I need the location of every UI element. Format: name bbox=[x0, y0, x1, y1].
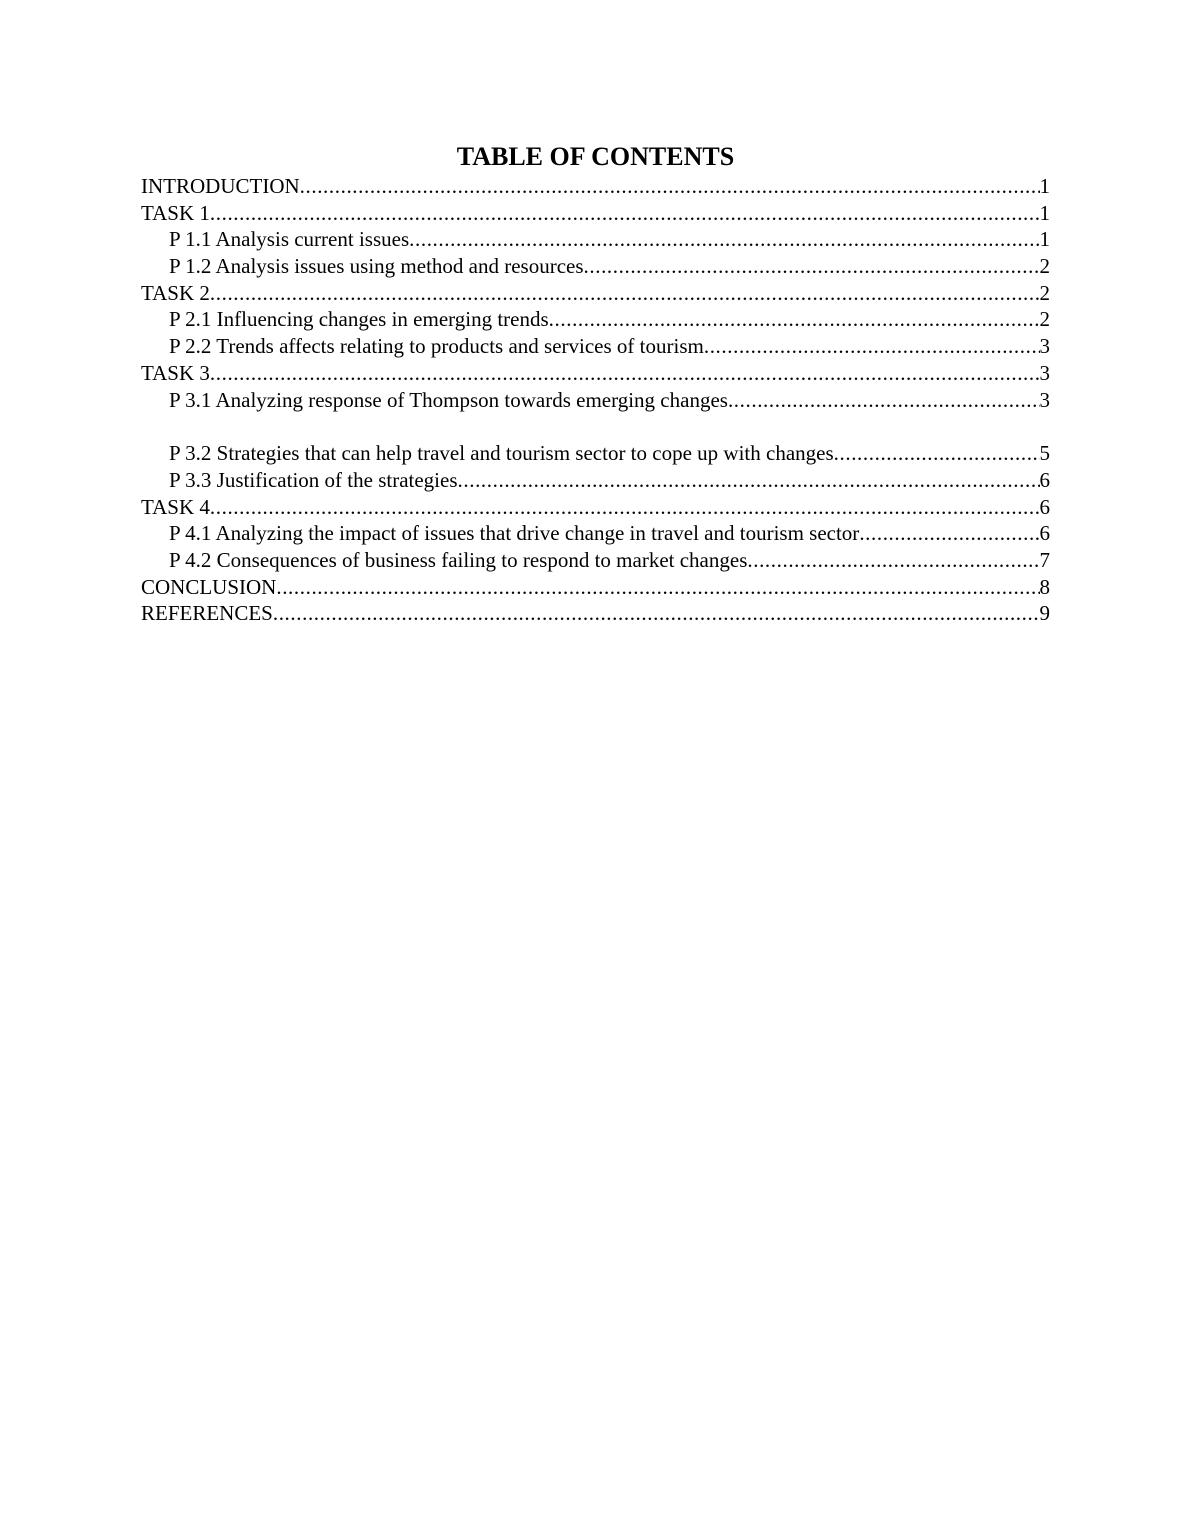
toc-entry-label: P 4.2 Consequences of business failing to respond to market changes bbox=[169, 547, 748, 572]
dot-leader bbox=[549, 306, 1040, 333]
toc-entry-page: 3 bbox=[1039, 387, 1050, 412]
toc-entry-label: P 3.1 Analyzing response of Thompson towards emerging changes bbox=[169, 387, 728, 412]
dot-leader bbox=[210, 360, 1040, 387]
toc-entry-page: 2 bbox=[1039, 254, 1050, 279]
dot-leader bbox=[210, 200, 1040, 227]
toc-entry-page: 2 bbox=[1039, 307, 1050, 332]
toc-entry-p-2-2[interactable] bbox=[141, 333, 1050, 360]
dot-leader bbox=[859, 520, 1039, 547]
toc-entry-p-3-1[interactable] bbox=[141, 387, 1050, 414]
toc-entry-task-4[interactable] bbox=[141, 494, 1050, 521]
toc-entry-label: P 3.3 Justification of the strategies bbox=[169, 467, 458, 492]
toc-entry-page: 1 bbox=[1039, 174, 1050, 198]
toc-entry-p-1-2[interactable] bbox=[141, 253, 1050, 280]
toc-entry-label: REFERENCES bbox=[141, 601, 273, 626]
dot-leader bbox=[747, 547, 1039, 574]
toc-entry-page: 1 bbox=[1039, 200, 1050, 225]
toc-title: TABLE OF CONTENTS bbox=[456, 142, 735, 171]
toc-entry-p-2-1[interactable] bbox=[141, 306, 1050, 333]
toc-entry-task-1[interactable] bbox=[141, 200, 1050, 227]
toc-entries bbox=[141, 173, 1050, 627]
toc-entry-page: 5 bbox=[1039, 441, 1050, 466]
dot-leader bbox=[584, 253, 1040, 280]
toc-entry-page: 2 bbox=[1039, 280, 1050, 305]
toc-entry-label: P 4.1 Analyzing the impact of issues that drive change in travel and tourism sector bbox=[169, 521, 860, 546]
toc-entry-label: INTRODUCTION bbox=[141, 174, 300, 198]
dot-leader bbox=[728, 387, 1040, 414]
toc-entry-label: TASK 2 bbox=[141, 280, 210, 305]
toc-entry-page: 6 bbox=[1039, 521, 1050, 546]
toc-entry-page: 7 bbox=[1039, 547, 1050, 572]
dot-leader bbox=[409, 226, 1039, 253]
dot-leader bbox=[704, 333, 1040, 360]
dot-leader bbox=[276, 574, 1039, 601]
toc-entry-label: TASK 3 bbox=[141, 360, 210, 385]
dot-leader bbox=[210, 494, 1040, 521]
dot-leader bbox=[210, 280, 1040, 307]
toc-entry-p-4-2[interactable] bbox=[141, 547, 1050, 574]
toc-entry-label: TASK 4 bbox=[141, 494, 210, 519]
toc-entry-label: P 2.1 Influencing changes in emerging trends bbox=[169, 307, 549, 332]
toc-entry-p-1-1[interactable] bbox=[141, 226, 1050, 253]
toc-entry-introduction[interactable] bbox=[141, 173, 1050, 200]
toc-entry-p-3-2[interactable] bbox=[141, 440, 1050, 467]
toc-entry-label: TASK 1 bbox=[141, 200, 210, 225]
toc-entry-label: P 2.2 Trends affects relating to products and services of tourism bbox=[169, 334, 704, 359]
toc-entry-page: 8 bbox=[1039, 574, 1050, 599]
toc-entry-page: 1 bbox=[1039, 227, 1050, 252]
toc-entry-page: 6 bbox=[1039, 494, 1050, 519]
toc-entry-page: 9 bbox=[1039, 601, 1050, 626]
toc-entry-label: P 1.2 Analysis issues using method and resources bbox=[169, 254, 584, 279]
table-of-contents bbox=[141, 141, 1050, 627]
toc-entry-page: 3 bbox=[1039, 334, 1050, 359]
toc-entry-page: 6 bbox=[1039, 467, 1050, 492]
toc-entry-references[interactable] bbox=[141, 600, 1050, 627]
toc-entry-p-3-3[interactable] bbox=[141, 467, 1050, 494]
dot-leader bbox=[458, 467, 1040, 494]
dot-leader bbox=[834, 440, 1040, 467]
toc-entry-task-2[interactable] bbox=[141, 280, 1050, 307]
toc-entry-conclusion[interactable] bbox=[141, 574, 1050, 601]
toc-entry-label: CONCLUSION bbox=[141, 574, 277, 599]
toc-entry-task-3[interactable] bbox=[141, 360, 1050, 387]
toc-entry-p-4-1[interactable] bbox=[141, 520, 1050, 547]
dot-leader bbox=[273, 600, 1040, 627]
dot-leader bbox=[300, 173, 1040, 200]
toc-entry-page: 3 bbox=[1039, 360, 1050, 385]
toc-entry-label: P 3.2 Strategies that can help travel and tourism sector to cope up with changes bbox=[169, 441, 834, 466]
toc-entry-label: P 1.1 Analysis current issues bbox=[169, 227, 410, 252]
